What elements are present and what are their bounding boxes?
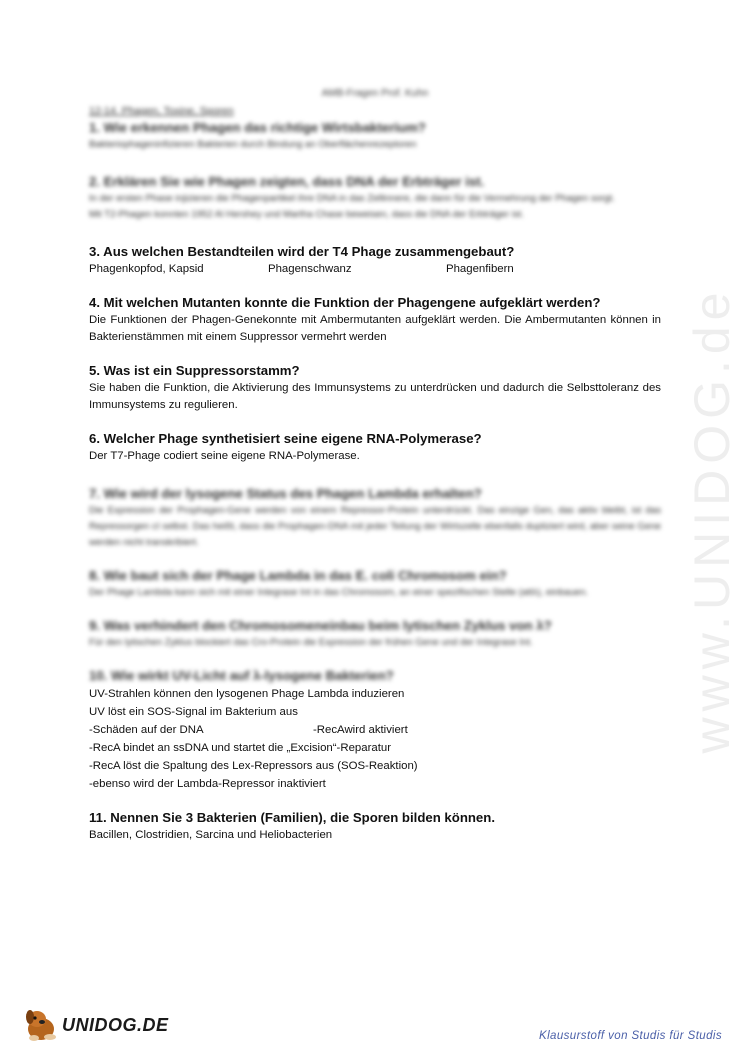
question-block-4 [89, 294, 661, 346]
dog-mascot-icon [22, 1007, 60, 1043]
answer-5: Sie haben die Funktion, die Aktivierung des Immunsystems zu unterdrücken und dadurch die Selbsttoleranz des Immunsystems zu regulieren. [89, 382, 661, 411]
question-block-5 [89, 362, 661, 414]
answer-3 [89, 261, 661, 278]
question-4: 4. Mit welchen Mutanten konnte die Funktion der Phagengene aufgeklärt werden? [89, 295, 601, 310]
doc-title: AMB-Fragen Prof. Kuhn [321, 88, 429, 99]
question-2: 2. Erklären Sie wie Phagen zeigten, dass DNA der Erbträger ist. [89, 174, 485, 189]
question-5: 5. Was ist ein Suppressorstamm? [89, 363, 300, 378]
question-9: 9. Was verhindert den Chromosomeneinbau beim lytischen Zyklus von λ? [89, 618, 552, 633]
question-block-9 [89, 617, 661, 651]
unidog-logo[interactable] [22, 1007, 169, 1043]
question-1: 1. Wie erkennen Phagen das richtige Wirtsbakterium? [89, 120, 426, 135]
logo-text: UNIDOG.DE [62, 1014, 169, 1035]
answer-9: Für den lytischen Zyklus blockiert das Cro-Protein die Expression der frühen Gene und der Integrase Int. [89, 637, 533, 648]
watermark: www.UNIDOG.de [684, 286, 740, 754]
question-block-7 [89, 485, 661, 551]
question-block-11 [89, 809, 661, 844]
question-3: 3. Aus welchen Bestandteilen wird der T4 Phage zusammengebaut? [89, 244, 515, 259]
section-heading: 12-14. Phagen, Toxine, Sporen [89, 105, 234, 117]
question-11: 11. Nennen Sie 3 Bakterien (Familien), die Sporen bilden können. [89, 810, 495, 825]
answer-10-reca-active: -RecAwird aktiviert [313, 724, 408, 736]
question-block-8 [89, 567, 661, 601]
answer-10-line-1: UV-Strahlen können den lysogenen Phage Lambda induzieren [89, 688, 405, 700]
question-8: 8. Wie baut sich der Phage Lambda in das E. coli Chromosom ein? [89, 568, 507, 583]
answer-10-row [89, 721, 661, 739]
question-block-6 [89, 430, 661, 465]
answer-10-line-2: UV löst ein SOS-Signal im Bakterium aus [89, 706, 298, 718]
part-capsid: Phagenkopfod, Kapsid [89, 263, 204, 275]
answer-10-line-4: -RecA löst die Spaltung des Lex-Repressors aus (SOS-Reaktion) [89, 760, 418, 772]
question-7: 7. Wie wird der lysogene Status des Phagen Lambda erhalten? [89, 486, 482, 501]
answer-2b: Mit T2-Phagen konnten 1952 Al Hershey und Martha Chase beweisen, dass die DNA der Erbträger ist. [89, 209, 524, 220]
part-fibers: Phagenfibern [446, 263, 514, 275]
answer-10-dna-damage: -Schäden auf der DNA [89, 724, 204, 736]
answer-6: Der T7-Phage codiert seine eigene RNA-Polymerase. [89, 450, 360, 462]
question-block-1 [89, 119, 661, 153]
answer-1: Bakteriophageninfizieren Bakterien durch Bindung an Oberflächenrezeptoren [89, 139, 417, 150]
answer-7: Die Expression der Prophagen-Gene werden von einem Repressor-Protein unterdrückt. Das einzige Gen, das aktiv bleibt, ist das Repressorgen cI selbst. Das heißt, dass die Prophagen-DNA mit jeder Teilung der Wirtszelle ebenfalls dupliziert wird, aber seine Gene werden nicht transkribiert. [89, 505, 661, 548]
question-block-2 [89, 173, 661, 223]
answer-8: Der Phage Lambda kann sich mit einer Integrase Int in das Chromosom, an einer spezifischen Stelle (attλ), einbauen. [89, 587, 589, 598]
part-tail: Phagenschwanz [268, 263, 352, 275]
answer-10-line-5: -ebenso wird der Lambda-Repressor inaktiviert [89, 778, 326, 790]
question-block-3 [89, 243, 661, 278]
blurred-header [89, 88, 661, 117]
question-block-10 [89, 667, 661, 793]
question-6: 6. Welcher Phage synthetisiert seine eigene RNA-Polymerase? [89, 431, 482, 446]
footer-tagline: Klausurstoff von Studis für Studis [539, 1030, 722, 1042]
answer-11: Bacillen, Clostridien, Sarcina und Heliobacterien [89, 829, 333, 841]
answer-2a: In der ersten Phase injizieren die Phagenpartikel ihre DNA in das Zellinnere, die dann für die Vermehrung der Phagen sorgt. [89, 193, 615, 204]
question-10: 10. Wie wirkt UV-Licht auf λ-lysogene Bakterien? [89, 668, 394, 683]
answer-4: Die Funktionen der Phagen-Genekonnte mit Ambermutanten aufgeklärt werden. Die Ambermutanten können in Bakterienstämmen mit einem Suppressor vermehrt werden [89, 314, 661, 343]
document-content [89, 88, 661, 860]
answer-10-line-3: -RecA bindet an ssDNA und startet die „Excision“-Reparatur [89, 742, 391, 754]
